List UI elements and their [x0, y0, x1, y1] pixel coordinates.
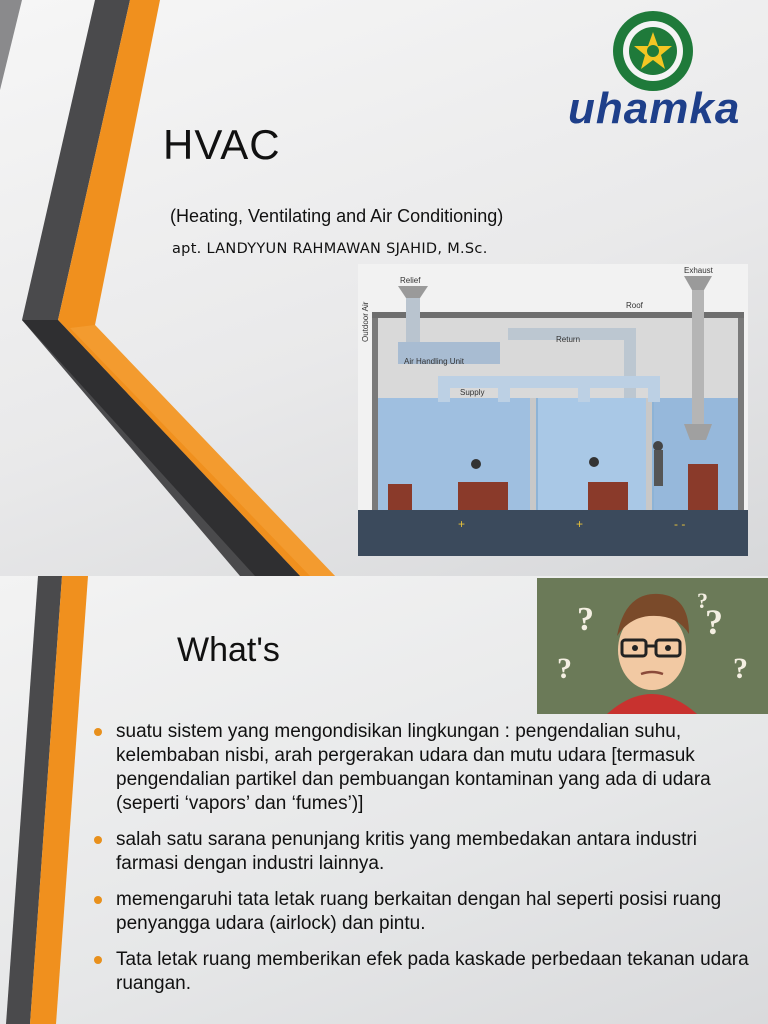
- label-relief: Relief: [400, 276, 421, 285]
- author-name: apt. LANDYYUN RAHMAWAN SJAHID, M.Sc.: [172, 241, 488, 257]
- svg-text:?: ?: [705, 602, 723, 642]
- bullet-icon: [94, 896, 102, 904]
- slide-title: HVAC: [163, 121, 281, 168]
- bullet-icon: [94, 836, 102, 844]
- pressure-mark-1: +: [458, 517, 466, 531]
- svg-text:?: ?: [557, 652, 572, 685]
- svg-text:?: ?: [577, 601, 594, 638]
- bullet-list: [92, 720, 762, 1008]
- label-air-handling-unit: Air Handling Unit: [404, 357, 465, 366]
- brand-wordmark: uhamka: [568, 84, 741, 133]
- pressure-mark-3: - -: [674, 517, 686, 531]
- list-item: memengaruhi tata letak ruang berkaitan dengan hal seperti posisi ruang penyangga udara (airlock) dan pintu.: [92, 888, 762, 936]
- svg-text:?: ?: [697, 588, 708, 613]
- slide-2: [0, 576, 768, 1024]
- list-item: Tata letak ruang memberikan efek pada kaskade perbedaan tekanan udara ruangan.: [92, 948, 762, 996]
- bullet-icon: [94, 956, 102, 964]
- svg-text:?: ?: [733, 652, 748, 685]
- list-item: salah satu sarana penunjang kritis yang membedakan antara industri farmasi dengan industri lainnya.: [92, 828, 762, 876]
- label-roof: Roof: [626, 301, 643, 310]
- university-seal-icon: [612, 10, 694, 92]
- slide-subtitle: (Heating, Ventilating and Air Conditioning): [170, 206, 504, 226]
- label-supply: Supply: [460, 388, 485, 397]
- label-outdoor-air: Outdoor Air: [361, 301, 370, 342]
- hvac-diagram: [358, 264, 748, 556]
- label-exhaust: Exhaust: [684, 266, 713, 275]
- confused-person-illustration: [537, 578, 768, 714]
- label-return: Return: [556, 335, 581, 344]
- list-item: suatu sistem yang mengondisikan lingkungan : pengendalian suhu, kelembaban nisbi, arah pergerakan udara dan mutu udara [termasuk pengendalian partikel dan pembuangan kontaminan yang ada di udara (seperti ‘vapors’ dan ‘fumes’)]: [92, 720, 762, 816]
- pressure-mark-2: +: [576, 517, 584, 531]
- slide-title: What's: [177, 631, 280, 669]
- bullet-icon: [94, 728, 102, 736]
